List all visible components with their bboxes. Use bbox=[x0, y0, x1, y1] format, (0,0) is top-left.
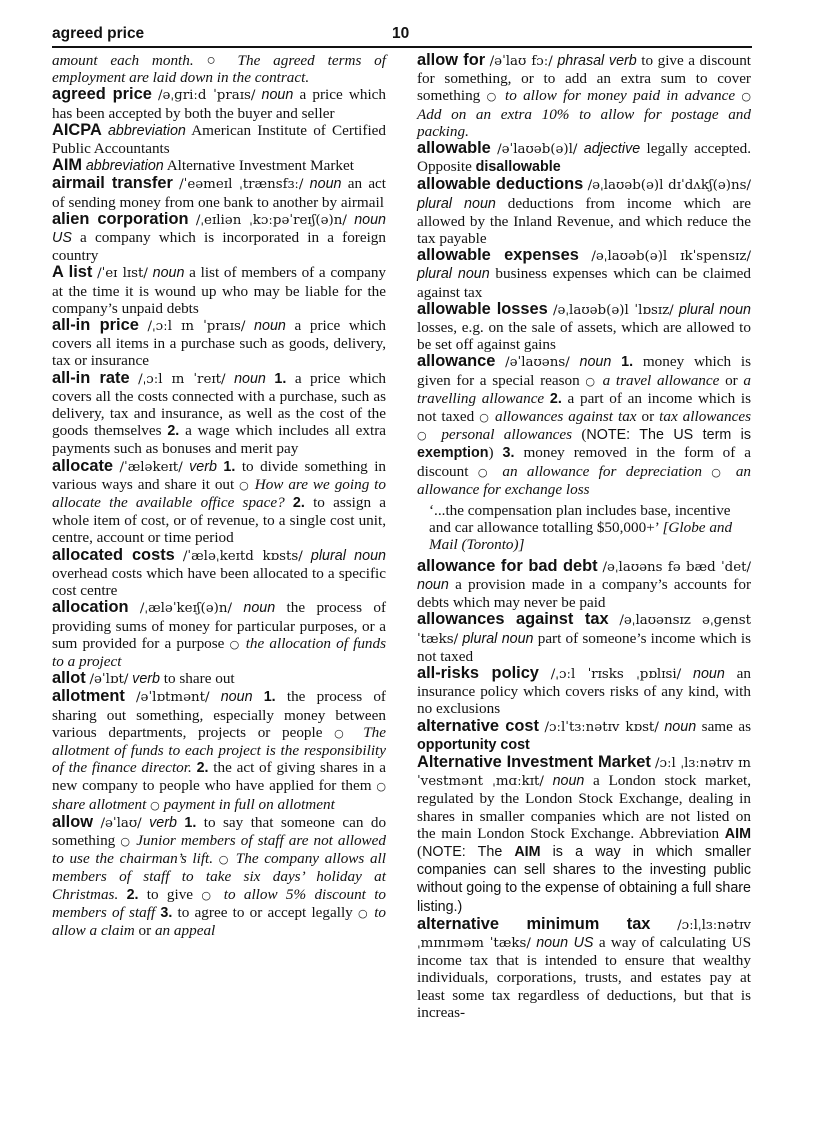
headword: A list bbox=[52, 263, 93, 282]
dictionary-entry bbox=[52, 175, 386, 210]
sense-text: to agree to or accept legally bbox=[177, 903, 353, 921]
running-headword: agreed price bbox=[52, 25, 145, 42]
part-of-speech: noun bbox=[579, 354, 612, 371]
headword: allow for bbox=[417, 51, 486, 69]
dictionary-entry bbox=[52, 670, 386, 688]
example-text: Add on an extra 10% to allow for postage and packing. bbox=[417, 105, 751, 140]
pronunciation: /əˈlaʊəns/ bbox=[505, 355, 570, 371]
headword: allowance bbox=[417, 352, 496, 371]
sense-text: to give bbox=[146, 885, 194, 903]
definition: American Institute of Certified Public Accountants bbox=[52, 121, 386, 158]
headword: allowable losses bbox=[417, 299, 548, 318]
part-of-speech: abbreviation bbox=[85, 158, 164, 175]
example-separator-icon: ○ bbox=[417, 429, 433, 443]
sense-text: money removed in the form of a discount bbox=[417, 444, 751, 480]
headword: allowable deductions bbox=[417, 175, 584, 194]
dictionary-entry bbox=[417, 176, 751, 247]
dictionary-entry bbox=[52, 599, 386, 670]
pronunciation: /ˈeəmeɪl ˌtrænsfɜː/ bbox=[179, 177, 304, 193]
pronunciation: /əˈlaʊ fɔː/ bbox=[489, 54, 553, 69]
part-of-speech: noun bbox=[664, 718, 697, 735]
example-separator-icon: ○ bbox=[120, 834, 132, 848]
example-text: an allowance for exchange loss bbox=[417, 462, 751, 498]
part-of-speech: noun bbox=[261, 87, 294, 104]
example-text: the allocation of funds to a project bbox=[52, 634, 387, 670]
sense-number: 3. bbox=[502, 445, 515, 462]
sense-number: 2. bbox=[292, 495, 305, 512]
example-text: The allotment of funds to each project is the responsibility of the finance director. bbox=[52, 723, 386, 777]
dictionary-entry bbox=[417, 754, 751, 916]
pronunciation: /ˌɔːl ɪn ˈpraɪs/ bbox=[147, 319, 246, 335]
sense-number: 3. bbox=[160, 904, 173, 921]
part-of-speech: noun bbox=[254, 318, 286, 335]
headword: allowable expenses bbox=[417, 246, 579, 265]
definition: overhead costs which have been allocated to a specific cost centre bbox=[52, 564, 386, 600]
dictionary-entry bbox=[417, 665, 751, 718]
dictionary-entry bbox=[52, 211, 386, 265]
pronunciation: /əˈlɒtmənt/ bbox=[136, 690, 210, 706]
sense-text: a part of an income which is not taxed bbox=[417, 389, 752, 426]
definition: an act of sending money from one bank to another by airmail bbox=[52, 175, 387, 211]
example-text: to allow 5% discount to members of staff bbox=[52, 885, 387, 921]
sense-number: 1. bbox=[223, 458, 236, 475]
cross-reference: exemption bbox=[417, 445, 489, 462]
dictionary-entry bbox=[52, 122, 386, 157]
cross-reference: disallowable bbox=[475, 159, 561, 176]
headword: Alternative Investment Market bbox=[417, 752, 651, 771]
dictionary-entry bbox=[417, 140, 751, 176]
example-separator-icon: ○ bbox=[357, 906, 369, 920]
definition: an insurance policy which covers risks of any kind, with no exclusions bbox=[417, 664, 751, 718]
example-text: allowances against tax bbox=[494, 408, 637, 426]
sense-number: 2. bbox=[126, 886, 139, 903]
sense-number: 1. bbox=[184, 814, 197, 831]
dictionary-entry bbox=[417, 301, 751, 354]
sense-text: a price which covers all the costs connected with a purchase, such as delivery, tax and insurance, as well as the cost of the goods themselves bbox=[52, 369, 387, 440]
pronunciation: /ˌɔːl ɪn ˈreɪt/ bbox=[138, 371, 226, 387]
example-text: a travelling allowance bbox=[417, 371, 752, 407]
sense-number: 2. bbox=[196, 760, 209, 777]
pronunciation: /ɔːlˈtɜːnətɪv kɒst/ bbox=[544, 719, 659, 735]
definition: Alternative Investment Market bbox=[166, 157, 354, 175]
dictionary-entry bbox=[417, 353, 751, 498]
pronunciation: /əˌlaʊəb(ə)l dɪˈdʌkʃ(ə)ns/ bbox=[587, 178, 751, 194]
headword: all-in rate bbox=[52, 368, 130, 387]
headword: all-in price bbox=[52, 316, 139, 335]
headword: allot bbox=[52, 669, 86, 688]
note: (NOTE: The AIM is a way in which smaller companies can sell shares to the investing public without going to the expense of obtaining a full share listing.) bbox=[417, 842, 751, 915]
dictionary-entry bbox=[417, 611, 751, 665]
definition: a list of members of a company at the time it is wound up who may be liable for the company’s unpaid debts bbox=[52, 264, 387, 317]
dictionary-entry bbox=[52, 688, 386, 813]
cross-reference: opportunity cost bbox=[417, 736, 530, 753]
sense-text: the process of sharing out something, especially money between various departments, projects or people bbox=[52, 688, 386, 741]
part-of-speech: plural noun bbox=[417, 195, 496, 212]
example-separator-icon: ○ bbox=[218, 853, 231, 867]
sense-number: 1. bbox=[621, 354, 634, 371]
sense-text: money which is given for a special reason bbox=[417, 353, 751, 389]
example-separator-icon: ○ bbox=[477, 465, 493, 479]
part-of-speech: verb bbox=[149, 814, 177, 831]
part-of-speech: verb bbox=[132, 671, 160, 688]
example-text: payment in full on allotment bbox=[163, 795, 335, 813]
note-label: NOTE bbox=[422, 843, 462, 860]
definition: a price which has been accepted by both the buyer and seller bbox=[52, 86, 387, 122]
definition: a way of calculating US income tax that is intended to ensure that wealthy individuals, corporations, trusts, and estates pay at least some tax regardless of deductions, but that is increas- bbox=[417, 933, 752, 1021]
headword: all-risks policy bbox=[417, 663, 539, 682]
dictionary-page bbox=[52, 22, 752, 1021]
connector-text: or bbox=[725, 371, 738, 389]
example-text: personal allowances bbox=[441, 426, 573, 444]
example-text: a travel allowance bbox=[602, 371, 720, 389]
headword: allow bbox=[52, 812, 93, 831]
page-header bbox=[52, 22, 752, 48]
sense-text: a wage which includes all extra payments such as bonuses and merit pay bbox=[52, 422, 387, 458]
dictionary-entry bbox=[52, 157, 386, 175]
page-number: 10 bbox=[392, 25, 410, 42]
headword: allocate bbox=[52, 456, 114, 475]
headword: allocated costs bbox=[52, 545, 175, 564]
note-text: : The US term is bbox=[626, 427, 752, 444]
note: (NOTE: The US term is exemption) bbox=[417, 426, 752, 462]
definition: same as bbox=[701, 717, 752, 735]
part-of-speech: noun bbox=[693, 665, 725, 682]
pronunciation: /ˈæləkeɪt/ bbox=[119, 459, 183, 475]
dictionary-entry bbox=[52, 547, 386, 600]
pronunciation: /əˌlaʊəb(ə)l ɪkˈspensɪz/ bbox=[591, 249, 751, 265]
part-of-speech: noun bbox=[220, 689, 253, 706]
example-text: How are we going to allocate the available office space? bbox=[52, 475, 386, 512]
headword: alien corporation bbox=[52, 209, 189, 228]
headword: allotment bbox=[52, 687, 125, 706]
sense-number: 2. bbox=[167, 423, 180, 440]
example-separator-icon: ○ bbox=[741, 90, 752, 104]
dictionary-entry bbox=[52, 814, 386, 939]
definition: deductions from income which are allowed by the Inland Revenue, and which reduce the tax payable bbox=[417, 194, 752, 248]
cross-reference: AIM bbox=[514, 843, 541, 860]
example-text: to allow a claim bbox=[52, 903, 387, 939]
part-of-speech: noun bbox=[243, 600, 276, 617]
headword: agreed price bbox=[52, 85, 152, 104]
note-text: : The bbox=[461, 843, 503, 860]
headword: AIM bbox=[52, 156, 83, 175]
pronunciation: /əˈlaʊəb(ə)l/ bbox=[497, 142, 578, 158]
example-text: tax allowances bbox=[659, 408, 751, 426]
pronunciation: /ˌeɪliən ˌkɔːpəˈreɪʃ(ə)n/ bbox=[195, 212, 347, 228]
pronunciation: /əˌlaʊənsɪz əˌɡenst ˈtæks/ bbox=[417, 613, 751, 647]
definition: the process of providing sums of money for particular purposes, or a sum provided for a purpose bbox=[52, 599, 387, 652]
headword: airmail transfer bbox=[52, 174, 173, 193]
definition: losses, e.g. on the sale of assets, which are allowed to be set off against gains bbox=[417, 319, 751, 354]
part-of-speech: plural noun bbox=[462, 630, 534, 647]
part-of-speech: noun US bbox=[536, 934, 594, 951]
pronunciation: /ˈæləˌkeɪtd kɒsts/ bbox=[182, 548, 303, 564]
definition: a company which is incorporated in a foreign country bbox=[52, 229, 386, 265]
example-separator-icon: ○ bbox=[585, 374, 597, 388]
example-separator-icon: ○ bbox=[486, 90, 499, 104]
dictionary-entry bbox=[52, 317, 386, 370]
part-of-speech: noun bbox=[234, 370, 266, 387]
headword: allowance for bad debt bbox=[417, 556, 598, 575]
note-label: NOTE bbox=[586, 427, 627, 444]
quote-source: [Globe and Mail (Toronto)] bbox=[429, 519, 733, 554]
right-column bbox=[417, 52, 751, 1021]
part-of-speech: plural noun bbox=[417, 266, 490, 283]
dictionary-entry bbox=[417, 558, 751, 612]
part-of-speech: adjective bbox=[583, 141, 641, 158]
definition: to share out bbox=[163, 670, 235, 688]
example-separator-icon: ○ bbox=[334, 726, 352, 740]
example-separator-icon: ○ bbox=[239, 478, 250, 492]
sense-text: to assign a whole item of cost, or of revenue, to a single cost unit, centre, account or time period bbox=[52, 494, 386, 547]
headword: alternative minimum tax bbox=[417, 914, 651, 933]
part-of-speech: abbreviation bbox=[107, 122, 186, 139]
example-text: Junior members of staff are not allowed to use the chairman’s lift. bbox=[52, 831, 387, 868]
pronunciation: /əˈlaʊ/ bbox=[100, 815, 142, 831]
dictionary-entry bbox=[52, 264, 386, 317]
definition: a provision made in a company’s accounts for debts which may never be paid bbox=[417, 575, 752, 612]
example-text: share allotment bbox=[52, 795, 147, 813]
pronunciation: /ɔːlˌlɜːnətɪv ˌmɪnɪməm ˈtæks/ bbox=[417, 917, 751, 951]
dictionary-entry bbox=[52, 370, 386, 458]
pronunciation: /əˌlaʊəb(ə)l ˈlɒsɪz/ bbox=[552, 302, 674, 318]
part-of-speech: verb bbox=[189, 458, 217, 475]
part-of-speech: noun bbox=[417, 576, 449, 593]
abbreviation: AIM bbox=[724, 825, 752, 842]
example-separator-icon: ○ bbox=[201, 888, 216, 902]
sense-text: to divide something in various ways and share it out bbox=[52, 457, 387, 493]
connector-text: or bbox=[641, 408, 655, 426]
dictionary-entry bbox=[417, 247, 751, 301]
example-text: to allow for money paid in advance bbox=[504, 87, 736, 105]
headword: allocation bbox=[52, 598, 129, 617]
example-text: The company allows all members of staff to take six days’ holiday at Christmas. bbox=[52, 850, 386, 903]
example-separator-icon: ○ bbox=[376, 780, 387, 794]
note-text: is a way in which smaller companies can sell shares to the investing public without going to the expense of obtaining a full share listing.) bbox=[417, 843, 751, 915]
part-of-speech: noun bbox=[309, 176, 342, 193]
part-of-speech: plural noun bbox=[678, 301, 752, 318]
definition: business expenses which can be claimed against tax bbox=[417, 265, 751, 301]
dictionary-entry bbox=[417, 718, 751, 754]
example-separator-icon: ○ bbox=[150, 798, 160, 812]
headword: AICPA bbox=[52, 120, 102, 139]
part-of-speech: noun US bbox=[52, 211, 387, 247]
pronunciation: /ˌɔːl ˈrɪsks ˌpɒlɪsi/ bbox=[550, 666, 682, 682]
pronunciation: /ˈeɪ lɪst/ bbox=[97, 266, 148, 282]
sense-number: 1. bbox=[274, 370, 287, 387]
part-of-speech: noun bbox=[152, 265, 185, 282]
sense-text: to say that someone can do something bbox=[52, 813, 387, 849]
definition: to give a discount for something, or to add an extra sum to cover something bbox=[417, 52, 752, 105]
continuation-entry: amount each month. ○ The agreed terms of employment are laid down in the contract. bbox=[52, 52, 386, 87]
connector-text: or bbox=[138, 921, 152, 939]
example-separator-icon: ○ bbox=[229, 637, 241, 651]
pronunciation: /ˌæləˈkeɪʃ(ə)n/ bbox=[139, 601, 233, 617]
dictionary-entry bbox=[417, 916, 751, 1021]
headword: alternative cost bbox=[417, 716, 539, 735]
part-of-speech: phrasal verb bbox=[557, 53, 637, 69]
example-text: an allowance for depreciation bbox=[502, 462, 702, 480]
part-of-speech: plural noun bbox=[310, 547, 386, 564]
headword: allowable bbox=[417, 139, 491, 158]
sense-number: 1. bbox=[263, 689, 276, 706]
pronunciation: /əˈlɒt/ bbox=[89, 672, 129, 688]
quote-text: ‘...the compensation plan includes base, incentive and car allowance totalling $50,000+’ bbox=[429, 502, 731, 537]
pronunciation: /əˌɡriːd ˈpraɪs/ bbox=[158, 88, 256, 104]
dictionary-entry bbox=[417, 52, 751, 140]
citation-quote bbox=[429, 502, 751, 554]
definition: legally accepted. Opposite bbox=[417, 140, 752, 176]
dictionary-entry bbox=[52, 86, 386, 121]
example-separator-icon: ○ bbox=[479, 411, 491, 425]
pronunciation: /əˌlaʊəns fə bæd ˈdet/ bbox=[602, 559, 752, 575]
dictionary-entry bbox=[52, 458, 386, 547]
example-text: an appeal bbox=[154, 921, 216, 939]
headword: allowances against tax bbox=[417, 610, 609, 629]
sense-text: the act of giving shares in a new company to people who have applied for them bbox=[52, 759, 387, 795]
left-column bbox=[52, 52, 386, 939]
part-of-speech: noun bbox=[552, 773, 585, 790]
definition: part of someone’s income which is not taxed bbox=[417, 629, 752, 665]
sense-number: 2. bbox=[549, 390, 562, 407]
definition: a London stock market, regulated by the London Stock Exchange, dealing in shares in smaller companies which are not listed on the main London Stock Exchange. Abbreviation bbox=[417, 772, 752, 842]
definition: a price which covers all items in a purchase such as goods, delivery, tax or insurance bbox=[52, 317, 387, 370]
example-separator-icon: ○ bbox=[711, 465, 727, 479]
pronunciation: /ɔːl ˌlɜːnətɪv ɪnˈvestmənt ˌmɑːkɪt/ bbox=[417, 755, 751, 790]
